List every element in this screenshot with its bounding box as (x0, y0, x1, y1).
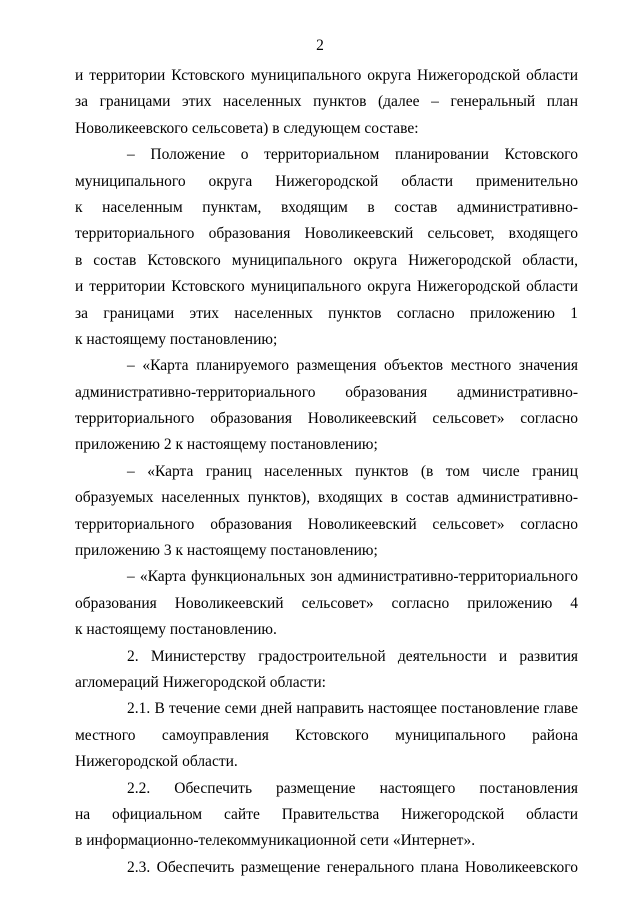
paragraph (75, 776, 578, 855)
paragraph-line: агломераций Нижегородской области: (75, 673, 326, 691)
paragraph-line: в информационно-телекоммуникационной сети «Интернет». (75, 832, 476, 850)
paragraph-line: за границами этих населенных пунктов согласно приложению 1 (75, 304, 578, 322)
paragraph-line: территориального образования Новоликеевский сельсовет» согласно (75, 410, 578, 428)
paragraph (75, 564, 578, 643)
document-body (75, 63, 578, 881)
paragraph (75, 353, 578, 459)
paragraph-line: административно-территориального образования административно- (75, 383, 578, 401)
paragraph-line: – Положение о территориальном планировании Кстовского (127, 146, 578, 164)
paragraph-line: 2.3. Обеспечить размещение генерального плана Новоликеевского (127, 858, 578, 876)
paragraph-line: к населенным пунктам, входящим в состав административно- (75, 198, 578, 216)
paragraph-line: местного самоуправления Кстовского муниципального района (75, 726, 578, 744)
paragraph-line: и территории Кстовского муниципального округа Нижегородской области (75, 278, 578, 296)
paragraph-line: образования Новоликеевский сельсовет» согласно приложению 4 (75, 594, 578, 612)
paragraph-line: – «Карта функциональных зон административно-территориального (127, 568, 578, 586)
paragraph-line: – «Карта границ населенных пунктов (в том числе границ (127, 462, 578, 480)
paragraph-line: приложению 3 к настоящему постановлению; (75, 542, 378, 560)
paragraph (75, 142, 578, 353)
paragraph-line: муниципального округа Нижегородской области применительно (75, 172, 578, 190)
paragraph-line: к настоящему постановлению. (75, 621, 277, 639)
paragraph-line: 2.1. В течение семи дней направить настоящее постановление главе (127, 700, 578, 718)
paragraph-line: к настоящему постановлению; (75, 330, 278, 348)
paragraph (75, 63, 578, 142)
paragraph-line: за границами этих населенных пунктов (далее – генеральный план (75, 93, 578, 111)
paragraph-line: и территории Кстовского муниципального округа Нижегородской области (75, 67, 578, 84)
page-number: 2 (316, 37, 324, 54)
paragraph-line: Новоликеевского сельсовета) в следующем составе: (75, 119, 419, 137)
paragraph-line: на официальном сайте Правительства Нижегородской области (75, 805, 578, 823)
paragraph (75, 696, 578, 775)
paragraph-line: 2.2. Обеспечить размещение настоящего постановления (127, 779, 578, 797)
paragraph-line: территориального образования Новоликеевский сельсовет» согласно (75, 515, 578, 533)
paragraph-line: территориального образования Новоликеевский сельсовет, входящего (75, 225, 578, 243)
paragraph-line: Нижегородской области. (75, 753, 238, 771)
paragraph (75, 855, 578, 881)
paragraph (75, 459, 578, 565)
paragraph-line: образуемых населенных пунктов), входящих в состав административно- (75, 489, 578, 507)
paragraph-line: в состав Кстовского муниципального округа Нижегородской области, (75, 251, 578, 269)
paragraph (75, 644, 578, 697)
paragraph-line: – «Карта планируемого размещения объектов местного значения (127, 357, 578, 375)
paragraph-line: приложению 2 к настоящему постановлению; (75, 436, 378, 454)
paragraph-line: 2. Министерству градостроительной деятельности и развития (127, 647, 578, 665)
